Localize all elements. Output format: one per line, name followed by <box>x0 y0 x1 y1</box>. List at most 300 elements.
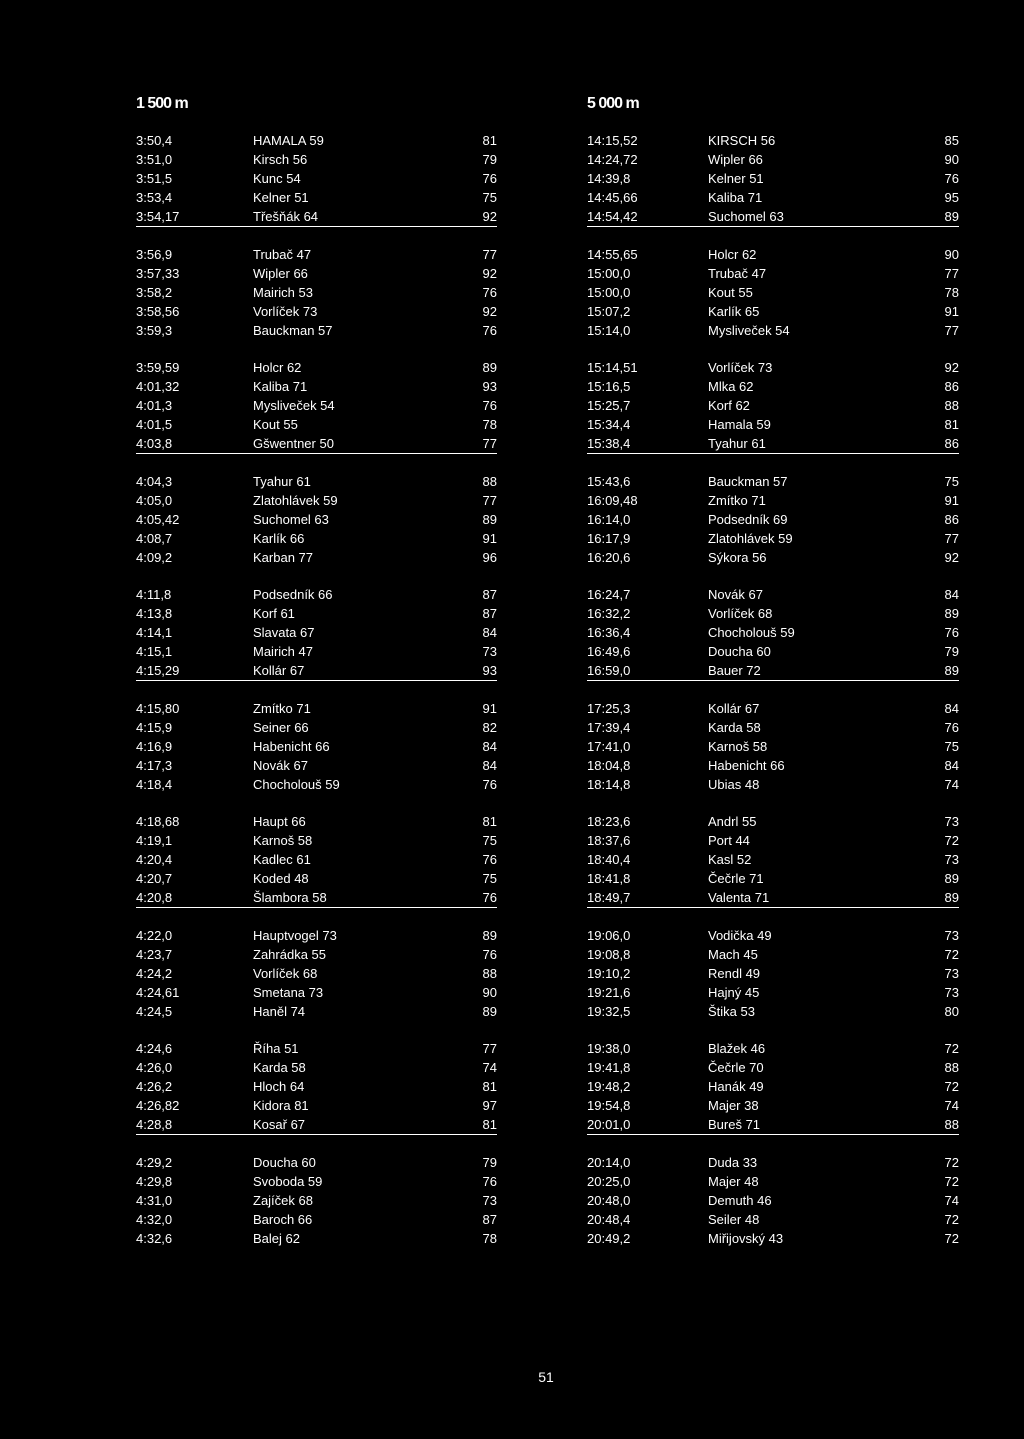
result-time: 15:38,4 <box>587 436 631 451</box>
result-name: Chocholouš 59 <box>253 777 340 792</box>
result-row <box>587 548 959 567</box>
result-year: 73 <box>482 1193 497 1208</box>
result-row <box>587 434 959 453</box>
result-time: 4:05,42 <box>136 512 180 527</box>
result-time: 19:48,2 <box>587 1079 631 1094</box>
result-year: 81 <box>482 133 497 148</box>
result-time: 4:17,3 <box>136 758 173 773</box>
result-time: 3:58,56 <box>136 304 180 319</box>
result-year: 92 <box>944 550 959 565</box>
result-time: 4:24,6 <box>136 1041 173 1056</box>
result-row <box>587 888 959 907</box>
result-name: Zajíček 68 <box>253 1193 313 1208</box>
result-year: 79 <box>482 1155 497 1170</box>
result-time: 3:59,3 <box>136 323 173 338</box>
result-year: 93 <box>482 663 497 678</box>
result-group <box>587 358 959 454</box>
result-group <box>136 245 497 340</box>
result-row <box>587 604 959 623</box>
result-row <box>587 510 959 529</box>
result-name: Korf 62 <box>708 398 750 413</box>
result-name: Bureš 71 <box>708 1117 761 1132</box>
result-row <box>587 358 959 377</box>
result-row <box>587 869 959 888</box>
result-name: Novák 67 <box>253 758 308 773</box>
result-time: 14:15,52 <box>587 133 638 148</box>
result-name: Kaliba 71 <box>253 379 308 394</box>
result-name: Port 44 <box>708 833 750 848</box>
result-row <box>587 264 959 283</box>
result-row <box>136 169 497 188</box>
result-year: 73 <box>944 814 959 829</box>
result-time: 16:09,48 <box>587 493 638 508</box>
result-name: Tyahur 61 <box>253 474 311 489</box>
result-name: Čečrle 70 <box>708 1060 764 1075</box>
result-row <box>136 207 497 226</box>
result-row <box>587 737 959 756</box>
result-year: 92 <box>482 266 497 281</box>
result-time: 4:20,8 <box>136 890 173 905</box>
result-row <box>587 415 959 434</box>
result-row <box>587 377 959 396</box>
result-time: 4:26,0 <box>136 1060 173 1075</box>
result-row <box>587 302 959 321</box>
result-year: 79 <box>944 644 959 659</box>
result-time: 14:45,66 <box>587 190 638 205</box>
result-name: Bauckman 57 <box>708 474 788 489</box>
result-time: 19:38,0 <box>587 1041 631 1056</box>
result-time: 16:14,0 <box>587 512 631 527</box>
result-time: 4:03,8 <box>136 436 173 451</box>
result-time: 3:50,4 <box>136 133 173 148</box>
result-row <box>587 850 959 869</box>
result-year: 89 <box>482 512 497 527</box>
result-row <box>136 945 497 964</box>
result-year: 89 <box>482 928 497 943</box>
result-name: Holcr 62 <box>708 247 757 262</box>
result-year: 72 <box>944 1041 959 1056</box>
result-year: 76 <box>944 720 959 735</box>
result-row <box>587 775 959 794</box>
result-row <box>587 1210 959 1229</box>
result-name: HAMALA 59 <box>253 133 324 148</box>
result-year: 84 <box>944 758 959 773</box>
result-time: 15:34,4 <box>587 417 631 432</box>
result-row <box>587 283 959 302</box>
result-year: 89 <box>944 606 959 621</box>
result-row <box>136 529 497 548</box>
result-row <box>136 926 497 945</box>
result-year: 86 <box>944 379 959 394</box>
result-time: 4:11,8 <box>136 587 172 602</box>
result-time: 4:20,7 <box>136 871 173 886</box>
result-row <box>136 548 497 567</box>
result-row <box>136 623 497 642</box>
result-time: 18:40,4 <box>587 852 631 867</box>
result-name: Vodička 49 <box>708 928 772 943</box>
result-year: 88 <box>944 1060 959 1075</box>
result-year: 78 <box>944 285 959 300</box>
result-row <box>587 1002 959 1021</box>
result-row <box>587 321 959 340</box>
result-name: Zmítko 71 <box>253 701 311 716</box>
result-name: Tyahur 61 <box>708 436 766 451</box>
result-time: 20:25,0 <box>587 1174 631 1189</box>
result-year: 82 <box>482 720 497 735</box>
result-time: 4:15,9 <box>136 720 173 735</box>
result-name: Miřijovský 43 <box>708 1231 784 1246</box>
result-year: 91 <box>482 531 497 546</box>
result-row <box>587 491 959 510</box>
result-name: Blažek 46 <box>708 1041 766 1056</box>
result-year: 84 <box>944 701 959 716</box>
result-time: 4:24,61 <box>136 985 180 1000</box>
result-time: 16:24,7 <box>587 587 631 602</box>
result-group <box>587 245 959 340</box>
result-time: 15:25,7 <box>587 398 631 413</box>
result-year: 75 <box>482 190 497 205</box>
result-year: 76 <box>482 777 497 792</box>
result-year: 73 <box>944 928 959 943</box>
result-row <box>587 1115 959 1134</box>
result-row <box>136 983 497 1002</box>
result-name: Trubač 47 <box>253 247 312 262</box>
result-name: Ubias 48 <box>708 777 760 792</box>
result-name: Kirsch 56 <box>253 152 308 167</box>
result-year: 77 <box>482 247 497 262</box>
result-name: Karban 77 <box>253 550 313 565</box>
result-name: Holcr 62 <box>253 360 302 375</box>
result-name: Demuth 46 <box>708 1193 772 1208</box>
result-time: 3:51,5 <box>136 171 173 186</box>
result-year: 81 <box>944 417 959 432</box>
page-number: 51 <box>538 1369 554 1385</box>
result-year: 75 <box>944 474 959 489</box>
result-row <box>587 718 959 737</box>
result-row <box>587 945 959 964</box>
result-name: Mach 45 <box>708 947 758 962</box>
result-year: 78 <box>482 1231 497 1246</box>
result-row <box>136 510 497 529</box>
result-year: 77 <box>482 436 497 451</box>
result-row <box>136 131 497 150</box>
result-name: Mlka 62 <box>708 379 754 394</box>
result-year: 76 <box>482 1174 497 1189</box>
result-name: Wipler 66 <box>708 152 763 167</box>
result-year: 88 <box>482 474 497 489</box>
result-row <box>587 642 959 661</box>
result-group <box>136 1153 497 1248</box>
result-name: Kelner 51 <box>253 190 309 205</box>
result-row <box>587 245 959 264</box>
result-row <box>136 491 497 510</box>
result-group <box>136 1039 497 1135</box>
result-name: Karda 58 <box>708 720 761 735</box>
result-group <box>136 131 497 227</box>
result-year: 72 <box>944 947 959 962</box>
result-time: 3:54,17 <box>136 209 180 224</box>
result-time: 18:37,6 <box>587 833 631 848</box>
result-row <box>136 302 497 321</box>
result-row <box>136 472 497 491</box>
result-year: 92 <box>482 304 497 319</box>
result-time: 4:08,7 <box>136 531 173 546</box>
result-year: 92 <box>944 360 959 375</box>
result-row <box>587 1058 959 1077</box>
result-name: Myslivеček 54 <box>708 323 790 338</box>
result-time: 4:22,0 <box>136 928 173 943</box>
result-year: 72 <box>944 1079 959 1094</box>
column-1500m <box>136 93 497 1266</box>
result-year: 76 <box>482 285 497 300</box>
result-year: 88 <box>944 1117 959 1132</box>
result-name: Zlatohlávek 59 <box>253 493 338 508</box>
result-row <box>587 831 959 850</box>
result-time: 4:15,29 <box>136 663 180 678</box>
result-name: Vorlíček 73 <box>708 360 773 375</box>
result-name: Hloch 64 <box>253 1079 305 1094</box>
result-group <box>136 472 497 567</box>
result-time: 18:14,8 <box>587 777 631 792</box>
result-time: 19:10,2 <box>587 966 631 981</box>
result-row <box>136 1096 497 1115</box>
result-time: 4:18,68 <box>136 814 180 829</box>
result-time: 19:21,6 <box>587 985 631 1000</box>
result-group <box>587 699 959 794</box>
result-row <box>136 737 497 756</box>
result-row <box>587 169 959 188</box>
result-name: Vorlíček 73 <box>253 304 318 319</box>
result-time: 14:39,8 <box>587 171 631 186</box>
result-time: 4:26,82 <box>136 1098 180 1113</box>
result-name: Bauer 72 <box>708 663 761 678</box>
result-name: Valenta 71 <box>708 890 770 905</box>
result-row <box>136 604 497 623</box>
result-time: 4:29,2 <box>136 1155 173 1170</box>
result-year: 84 <box>482 758 497 773</box>
result-name: Haupt 66 <box>253 814 306 829</box>
result-year: 84 <box>482 739 497 754</box>
result-name: Kollár 67 <box>253 663 305 678</box>
result-time: 17:39,4 <box>587 720 631 735</box>
result-time: 19:54,8 <box>587 1098 631 1113</box>
result-year: 85 <box>944 133 959 148</box>
result-time: 4:26,2 <box>136 1079 173 1094</box>
result-time: 18:23,6 <box>587 814 631 829</box>
result-name: Kadlec 61 <box>253 852 311 867</box>
result-name: Hajný 45 <box>708 985 760 1000</box>
result-year: 90 <box>944 152 959 167</box>
result-year: 76 <box>944 625 959 640</box>
result-time: 18:41,8 <box>587 871 631 886</box>
result-year: 89 <box>944 209 959 224</box>
result-year: 77 <box>944 531 959 546</box>
result-name: Doucha 60 <box>253 1155 316 1170</box>
result-name: Zahrádka 55 <box>253 947 326 962</box>
result-name: Podsedník 66 <box>253 587 333 602</box>
result-year: 81 <box>482 1117 497 1132</box>
result-row <box>136 415 497 434</box>
result-year: 87 <box>482 587 497 602</box>
result-year: 74 <box>944 777 959 792</box>
result-year: 74 <box>944 1193 959 1208</box>
result-name: Kosař 67 <box>253 1117 306 1132</box>
column-5000m <box>587 93 959 1266</box>
result-name: Kidora 81 <box>253 1098 309 1113</box>
result-year: 88 <box>482 966 497 981</box>
result-name: Šlambora 58 <box>253 890 327 905</box>
result-row <box>587 1172 959 1191</box>
result-name: Seiler 48 <box>708 1212 760 1227</box>
result-name: Koded 48 <box>253 871 309 886</box>
result-row <box>587 1039 959 1058</box>
result-year: 76 <box>482 890 497 905</box>
result-name: Zmítko 71 <box>708 493 766 508</box>
result-time: 4:01,32 <box>136 379 180 394</box>
result-group <box>136 699 497 794</box>
result-time: 4:19,1 <box>136 833 173 848</box>
result-name: Zlatohlávek 59 <box>708 531 793 546</box>
result-name: Kaliba 71 <box>708 190 763 205</box>
result-row <box>136 869 497 888</box>
result-name: Majer 38 <box>708 1098 759 1113</box>
result-name: KIRSCH 56 <box>708 133 776 148</box>
result-time: 4:01,5 <box>136 417 173 432</box>
result-time: 4:32,6 <box>136 1231 173 1246</box>
result-time: 4:31,0 <box>136 1193 173 1208</box>
result-row <box>136 699 497 718</box>
result-row <box>136 358 497 377</box>
result-time: 4:29,8 <box>136 1174 173 1189</box>
result-year: 73 <box>482 644 497 659</box>
result-row <box>136 188 497 207</box>
result-name: Andrl 55 <box>708 814 757 829</box>
result-time: 15:00,0 <box>587 285 631 300</box>
result-year: 88 <box>944 398 959 413</box>
result-group <box>587 131 959 227</box>
result-name: Suchomel 63 <box>253 512 329 527</box>
result-row <box>587 529 959 548</box>
result-year: 86 <box>944 436 959 451</box>
result-time: 4:14,1 <box>136 625 173 640</box>
result-name: Majer 48 <box>708 1174 759 1189</box>
result-row <box>136 396 497 415</box>
result-time: 19:06,0 <box>587 928 631 943</box>
result-name: Rendl 49 <box>708 966 761 981</box>
result-name: Smetana 73 <box>253 985 324 1000</box>
result-row <box>136 434 497 453</box>
result-time: 18:49,7 <box>587 890 631 905</box>
result-row <box>136 283 497 302</box>
result-time: 4:18,4 <box>136 777 173 792</box>
result-year: 87 <box>482 1212 497 1227</box>
result-row <box>587 1229 959 1248</box>
result-name: Habenicht 66 <box>708 758 785 773</box>
result-name: Wipler 66 <box>253 266 308 281</box>
result-year: 77 <box>944 266 959 281</box>
result-name: Karlík 65 <box>708 304 760 319</box>
result-year: 77 <box>944 323 959 338</box>
result-time: 4:15,80 <box>136 701 180 716</box>
result-time: 15:07,2 <box>587 304 631 319</box>
result-name: Gšwentner 50 <box>253 436 334 451</box>
result-year: 77 <box>482 1041 497 1056</box>
result-row <box>587 926 959 945</box>
result-name: Čečrle 71 <box>708 871 764 886</box>
result-name: Hauptvogel 73 <box>253 928 337 943</box>
result-name: Sýkora 56 <box>708 550 767 565</box>
result-group <box>587 812 959 908</box>
result-time: 14:54,42 <box>587 209 638 224</box>
result-time: 4:09,2 <box>136 550 173 565</box>
result-name: Karnoš 58 <box>253 833 313 848</box>
result-time: 14:55,65 <box>587 247 638 262</box>
result-group <box>136 358 497 454</box>
result-row <box>136 377 497 396</box>
result-year: 75 <box>944 739 959 754</box>
result-year: 81 <box>482 814 497 829</box>
result-time: 16:59,0 <box>587 663 631 678</box>
result-time: 3:58,2 <box>136 285 173 300</box>
result-time: 15:14,0 <box>587 323 631 338</box>
result-row <box>136 1115 497 1134</box>
result-time: 19:41,8 <box>587 1060 631 1075</box>
result-group <box>587 472 959 567</box>
result-group <box>136 812 497 908</box>
result-time: 4:01,3 <box>136 398 173 413</box>
result-year: 73 <box>944 852 959 867</box>
result-row <box>136 888 497 907</box>
result-row <box>136 245 497 264</box>
result-row <box>136 964 497 983</box>
result-name: Vorlíček 68 <box>253 966 318 981</box>
result-row <box>587 131 959 150</box>
result-year: 92 <box>482 209 497 224</box>
result-row <box>136 1153 497 1172</box>
result-year: 87 <box>482 606 497 621</box>
result-name: Karlík 66 <box>253 531 305 546</box>
result-name: Štika 53 <box>708 1004 755 1019</box>
result-time: 3:53,4 <box>136 190 173 205</box>
result-group <box>136 585 497 681</box>
result-name: Trubač 47 <box>708 266 767 281</box>
result-name: Mairich 53 <box>253 285 313 300</box>
result-year: 72 <box>944 1231 959 1246</box>
result-row <box>587 207 959 226</box>
result-time: 20:14,0 <box>587 1155 631 1170</box>
result-row <box>136 321 497 340</box>
result-year: 76 <box>944 171 959 186</box>
result-year: 95 <box>944 190 959 205</box>
result-year: 75 <box>482 833 497 848</box>
result-row <box>136 1039 497 1058</box>
result-name: Mairich 47 <box>253 644 313 659</box>
result-name: Kunc 54 <box>253 171 301 186</box>
result-year: 75 <box>482 871 497 886</box>
result-year: 76 <box>482 947 497 962</box>
result-row <box>136 850 497 869</box>
result-row <box>587 1096 959 1115</box>
result-name: Korf 61 <box>253 606 295 621</box>
result-row <box>136 264 497 283</box>
result-row <box>587 1077 959 1096</box>
result-year: 89 <box>944 871 959 886</box>
result-group <box>587 585 959 681</box>
result-row <box>587 661 959 680</box>
result-time: 4:20,4 <box>136 852 173 867</box>
result-name: Kout 55 <box>708 285 753 300</box>
result-name: Baroch 66 <box>253 1212 313 1227</box>
